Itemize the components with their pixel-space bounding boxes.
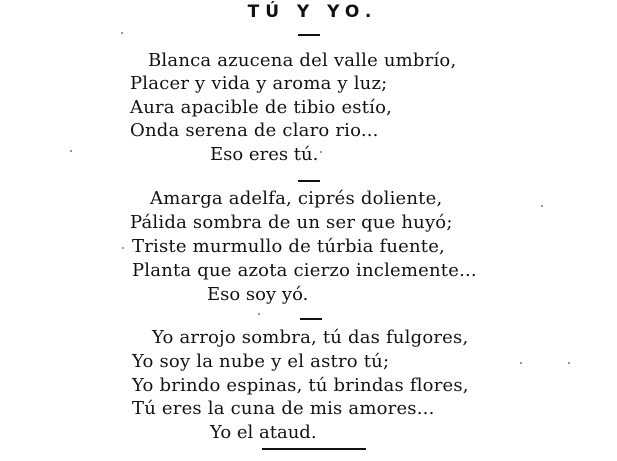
title-dash — [298, 34, 320, 36]
stanza-refrain: Eso eres tú. — [210, 144, 319, 165]
stanza-refrain: Eso soy yó. — [207, 284, 309, 305]
scan-speck — [258, 313, 260, 315]
stanza-divider — [298, 180, 320, 182]
stanza-line: Onda serena de claro rio... — [130, 120, 379, 141]
stanza-line: Yo soy la nube y el astro tú; — [132, 351, 390, 372]
stanza-line: Yo brindo espinas, tú brindas flores, — [132, 375, 469, 396]
closing-rule — [262, 448, 366, 450]
stanza-line: Pálida sombra de un ser que huyó; — [130, 212, 453, 233]
stanza-line: Placer y vida y aroma y luz; — [130, 73, 388, 94]
stanza-line: Tú eres la cuna de mis amores... — [132, 398, 435, 419]
stanza-divider — [300, 318, 322, 320]
stanza-line: Yo arrojo sombra, tú das fulgores, — [152, 327, 469, 348]
scan-speck — [541, 205, 543, 207]
stanza-line: Blanca azucena del valle umbrío, — [148, 50, 457, 71]
poem-title: TÚ Y YO. — [247, 2, 378, 22]
scan-speck — [121, 32, 123, 34]
scan-speck — [320, 151, 322, 153]
scan-speck — [122, 247, 124, 249]
scan-speck — [70, 150, 72, 152]
stanza-refrain: Yo el ataud. — [210, 422, 317, 443]
stanza-line: Planta que azota cierzo inclemente... — [132, 260, 477, 281]
stanza-line: Amarga adelfa, ciprés doliente, — [150, 188, 443, 209]
stanza-line: Triste murmullo de túrbia fuente, — [132, 236, 445, 257]
scan-speck — [520, 362, 522, 364]
stanza-line: Aura apacible de tibio estío, — [130, 97, 393, 118]
scan-speck — [568, 362, 570, 364]
